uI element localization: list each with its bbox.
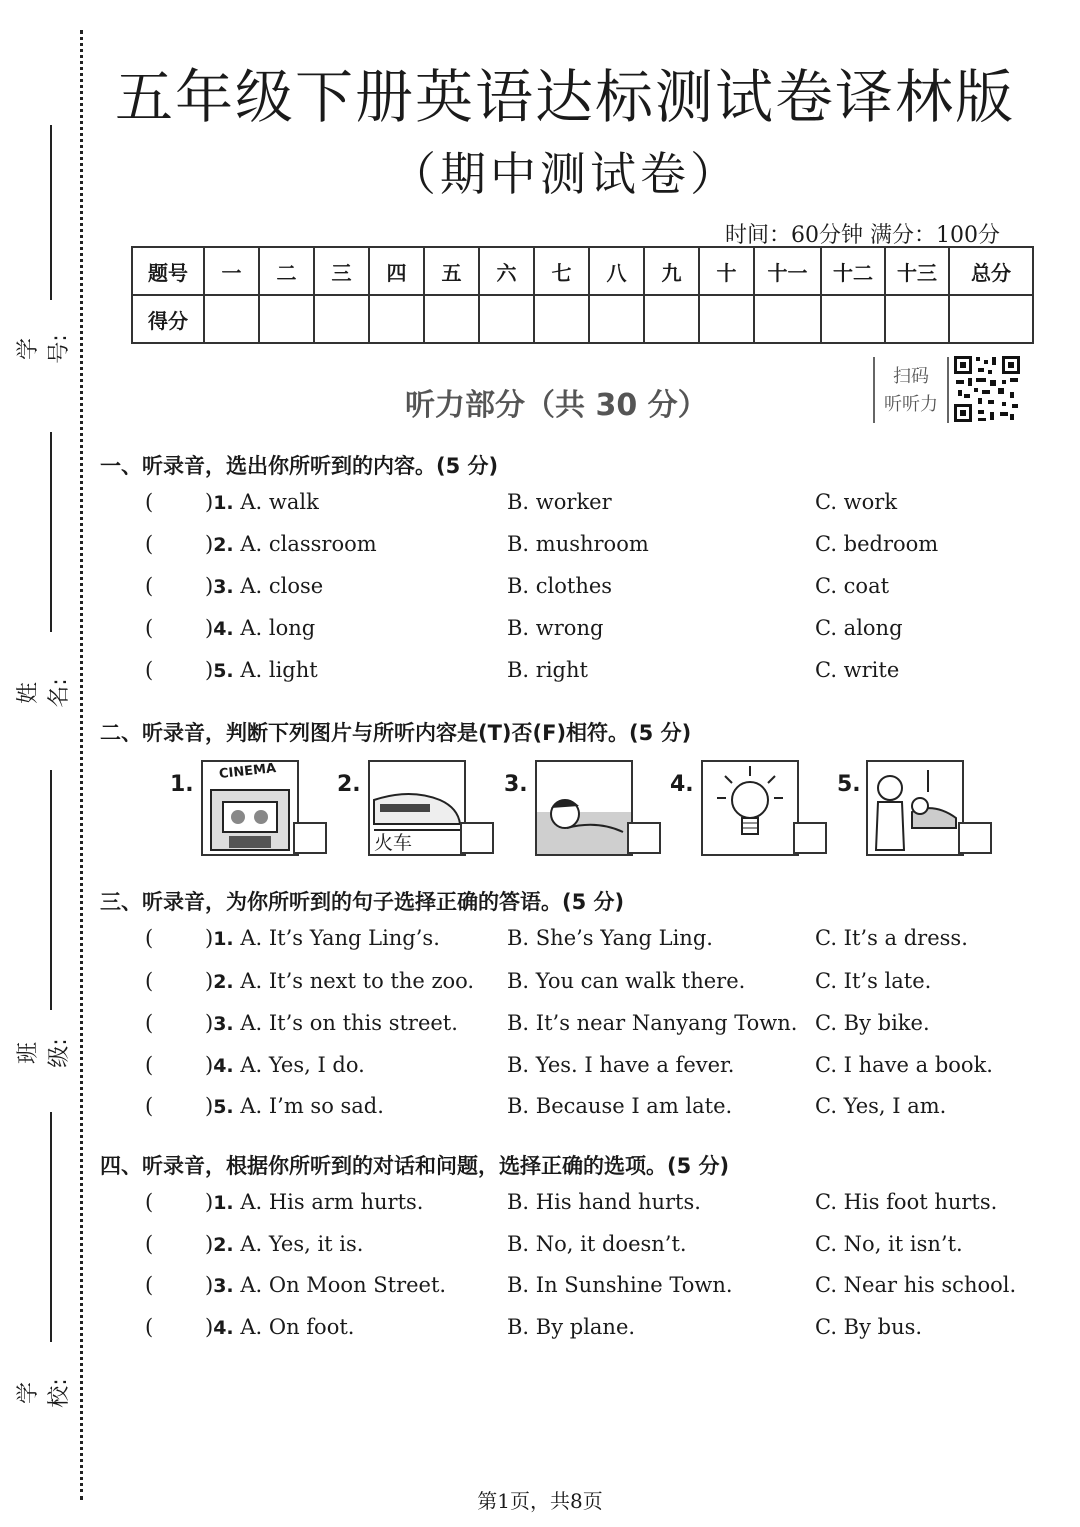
score-header-cell: 四: [369, 247, 424, 295]
question-row: [0, 1232, 1080, 1264]
page-title: 五年级下册英语达标测试卷译林版: [114, 63, 1015, 131]
question-option-c: C. work: [815, 490, 898, 514]
question-option-b: B. worker: [507, 490, 612, 514]
name-label: 姓名:: [16, 678, 72, 708]
exam-meta: 时间：60分钟 满分：100分: [725, 223, 1000, 248]
question-row: [0, 969, 1080, 1001]
score-header-cell: 八: [589, 247, 644, 295]
section-4-title: 四、听录音，根据你所听到的对话和问题，选择正确的选项。(5 分): [100, 1154, 730, 1178]
answer-paren[interactable]: (: [145, 490, 154, 514]
score-header-cell: 九: [644, 247, 699, 295]
section-3-title: 三、听录音，为你所听到的句子选择正确的答语。(5 分): [100, 890, 625, 914]
question-option-b: B. Yes. I have a fever.: [507, 1053, 735, 1077]
question-option-c: C. Yes, I am.: [815, 1094, 947, 1118]
answer-paren[interactable]: (: [145, 1273, 154, 1297]
score-header-cell: 十三: [885, 247, 949, 295]
answer-paren[interactable]: (: [145, 1232, 154, 1256]
score-header-cell: 题号: [132, 247, 204, 295]
qr-code-icon[interactable]: [952, 354, 1022, 424]
question-option-a: )3. A. On Moon Street.: [205, 1273, 447, 1297]
picture-number: 4.: [670, 772, 694, 797]
answer-paren[interactable]: (: [145, 969, 154, 993]
picture-dentist: [866, 760, 964, 856]
score-table-header-row: [132, 247, 1033, 295]
question-row: [0, 574, 1080, 606]
question-option-c: C. By bike.: [815, 1011, 930, 1035]
question-option-b: B. Because I am late.: [507, 1094, 733, 1118]
score-header-cell: 总分: [949, 247, 1033, 295]
question-option-b: B. She’s Yang Ling.: [507, 926, 713, 950]
picture-number: 2.: [337, 772, 361, 797]
question-option-a: )4. A. long: [205, 616, 316, 640]
question-option-a: )2. A. It’s next to the zoo.: [205, 969, 475, 993]
student-no-label: 学号:: [16, 334, 72, 364]
question-option-b: B. It’s near Nanyang Town.: [507, 1011, 798, 1035]
score-input-cell[interactable]: [259, 295, 314, 343]
answer-paren[interactable]: (: [145, 658, 154, 682]
picture-train: [368, 760, 466, 856]
question-option-b: B. No, it doesn’t.: [507, 1232, 687, 1256]
question-option-c: C. It’s a dress.: [815, 926, 968, 950]
question-option-b: B. clothes: [507, 574, 613, 598]
question-row: [0, 1053, 1080, 1085]
sick-child-icon: [537, 762, 631, 854]
score-input-cell[interactable]: [479, 295, 534, 343]
score-input-cell[interactable]: [699, 295, 754, 343]
question-row: [0, 926, 1080, 958]
question-option-c: C. coat: [815, 574, 890, 598]
answer-paren[interactable]: (: [145, 574, 154, 598]
picture-cinema: [201, 760, 299, 856]
question-row: [0, 616, 1080, 648]
score-header-cell: 二: [259, 247, 314, 295]
answer-paren[interactable]: (: [145, 1011, 154, 1035]
section-2-title: 二、听录音，判断下列图片与所听内容是(T)否(F)相符。(5 分): [100, 721, 692, 745]
answer-box[interactable]: [958, 822, 992, 854]
question-option-b: B. mushroom: [507, 532, 649, 556]
answer-box[interactable]: [293, 822, 327, 854]
question-row: [0, 532, 1080, 564]
score-header-cell: 一: [204, 247, 259, 295]
score-input-cell[interactable]: [204, 295, 259, 343]
question-option-b: B. In Sunshine Town.: [507, 1273, 733, 1297]
score-table: [131, 246, 1034, 344]
score-header-cell: 六: [479, 247, 534, 295]
question-option-a: )2. A. Yes, it is.: [205, 1232, 364, 1256]
dentist-icon: [868, 762, 962, 854]
question-row: [0, 1190, 1080, 1222]
light-bulb-icon: [703, 762, 797, 854]
score-header-cell: 五: [424, 247, 479, 295]
question-option-a: )4. A. Yes, I do.: [205, 1053, 365, 1077]
score-input-cell[interactable]: [821, 295, 885, 343]
score-header-cell: 七: [534, 247, 589, 295]
question-option-b: B. right: [507, 658, 588, 682]
question-option-c: C. I have a book.: [815, 1053, 993, 1077]
question-option-b: B. wrong: [507, 616, 604, 640]
page-subtitle: （期中测试卷）: [390, 147, 740, 201]
question-option-a: )3. A. It’s on this street.: [205, 1011, 458, 1035]
class-label: 班级:: [16, 1038, 72, 1068]
question-row: [0, 1094, 1080, 1126]
answer-box[interactable]: [627, 822, 661, 854]
train-label: 火车: [374, 832, 413, 854]
question-option-a: )4. A. On foot.: [205, 1315, 355, 1339]
listening-part-title: 听力部分（共 30 分）: [405, 388, 708, 423]
question-option-c: C. bedroom: [815, 532, 939, 556]
question-option-a: )2. A. classroom: [205, 532, 377, 556]
question-option-a: )3. A. close: [205, 574, 324, 598]
question-option-c: C. It’s late.: [815, 969, 932, 993]
question-option-a: )1. A. It’s Yang Ling’s.: [205, 926, 440, 950]
cinema-sign: CINEMA: [218, 761, 277, 782]
score-header-cell: 十: [699, 247, 754, 295]
qr-label-box: [873, 357, 949, 423]
answer-paren[interactable]: (: [145, 532, 154, 556]
score-header-cell: 十一: [754, 247, 821, 295]
question-option-a: )5. A. light: [205, 658, 318, 682]
answer-box[interactable]: [460, 822, 494, 854]
answer-paren[interactable]: (: [145, 1315, 154, 1339]
score-input-cell[interactable]: [949, 295, 1033, 343]
question-option-b: B. His hand hurts.: [507, 1190, 701, 1214]
question-option-b: B. You can walk there.: [507, 969, 746, 993]
qr-label-line1: 扫码: [893, 366, 929, 387]
question-option-c: C. By bus.: [815, 1315, 923, 1339]
score-table-score-row: [132, 295, 1033, 343]
score-input-cell[interactable]: [589, 295, 644, 343]
question-row: [0, 490, 1080, 522]
score-input-cell[interactable]: [534, 295, 589, 343]
score-header-cell: 十二: [821, 247, 885, 295]
qr-label-line2: 听听力: [884, 394, 938, 415]
picture-number: 3.: [504, 772, 528, 797]
score-input-cell[interactable]: [754, 295, 821, 343]
question-option-c: C. write: [815, 658, 900, 682]
answer-paren[interactable]: (: [145, 616, 154, 640]
question-row: [0, 1315, 1080, 1347]
answer-paren[interactable]: (: [145, 1053, 154, 1077]
score-input-cell[interactable]: [314, 295, 369, 343]
question-row: [0, 1273, 1080, 1305]
answer-paren[interactable]: (: [145, 1094, 154, 1118]
picture-number: 1.: [170, 772, 194, 797]
question-option-c: C. His foot hurts.: [815, 1190, 998, 1214]
score-input-cell[interactable]: [885, 295, 949, 343]
question-option-c: C. Near his school.: [815, 1273, 1017, 1297]
score-input-cell[interactable]: [644, 295, 699, 343]
answer-paren[interactable]: (: [145, 1190, 154, 1214]
question-row: [0, 658, 1080, 690]
question-option-c: C. No, it isn’t.: [815, 1232, 963, 1256]
answer-box[interactable]: [793, 822, 827, 854]
score-input-cell[interactable]: [369, 295, 424, 343]
question-option-a: )1. A. His arm hurts.: [205, 1190, 424, 1214]
score-input-cell[interactable]: [424, 295, 479, 343]
picture-light-bulb: [701, 760, 799, 856]
question-option-c: C. along: [815, 616, 903, 640]
page-footer: 第1页，共8页: [477, 1489, 603, 1513]
picture-sick-child: [535, 760, 633, 856]
question-row: [0, 1011, 1080, 1043]
question-option-a: )1. A. walk: [205, 490, 319, 514]
section-1-title: 一、听录音，选出你所听到的内容。(5 分): [100, 454, 499, 478]
school-line: [50, 1112, 52, 1342]
question-option-a: )5. A. I’m so sad.: [205, 1094, 384, 1118]
answer-paren[interactable]: (: [145, 926, 154, 950]
score-header-cell: 三: [314, 247, 369, 295]
school-label: 学校:: [16, 1378, 72, 1408]
question-option-b: B. By plane.: [507, 1315, 636, 1339]
picture-number: 5.: [837, 772, 861, 797]
score-row-label: 得分: [132, 295, 204, 343]
